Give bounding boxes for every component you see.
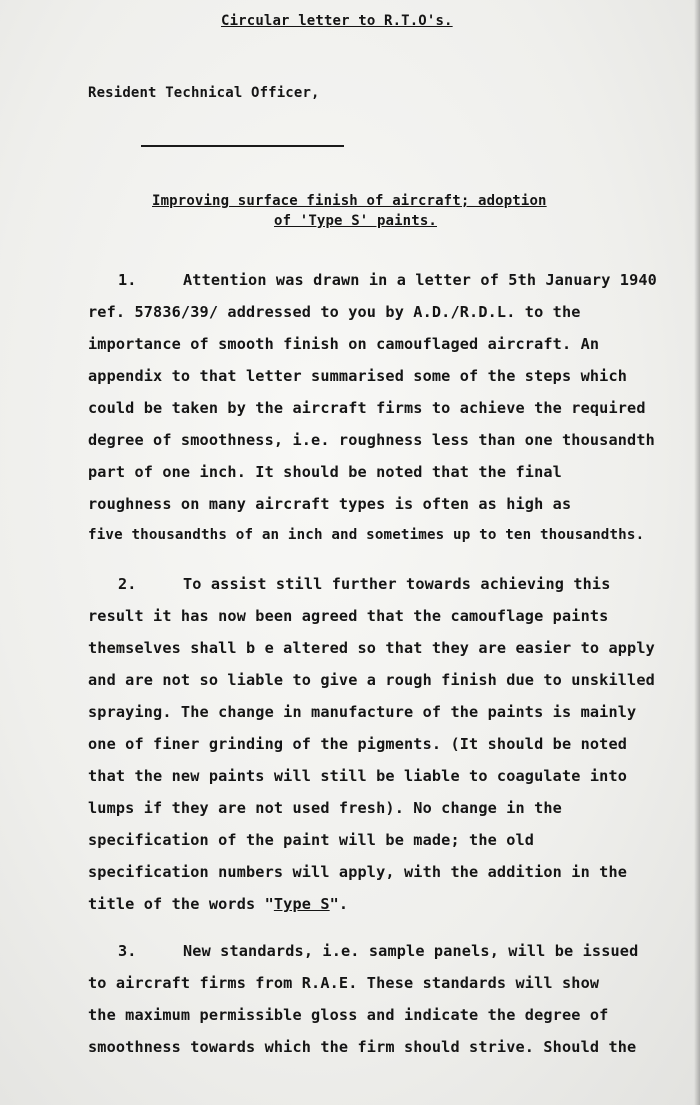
paragraph-line: part of one inch. It should be noted that the final	[88, 463, 562, 481]
document-title: Circular letter to R.T.O's.	[221, 13, 453, 29]
paragraph-line: specification numbers will apply, with the addition in the	[88, 863, 628, 881]
paragraph-line: smoothness towards which the firm should strive. Should the	[88, 1038, 637, 1056]
paragraph-line: Attention was drawn in a letter of 5th January 1940	[183, 271, 657, 289]
signature-rule	[141, 145, 344, 147]
addressee: Resident Technical Officer,	[88, 85, 320, 101]
paragraph-line: that the new paints will still be liable to coagulate into	[88, 767, 628, 785]
paragraph-line: roughness on many aircraft types is often as high as	[88, 495, 572, 513]
subject-line-2: of 'Type S' paints.	[274, 213, 437, 229]
paragraph-line: could be taken by the aircraft firms to achieve the required	[88, 399, 646, 417]
paragraph-line: one of finer grinding of the pigments. (It should be noted	[88, 735, 628, 753]
paragraph-line: New standards, i.e. sample panels, will be issued	[183, 942, 639, 960]
paragraph-line: lumps if they are not used fresh). No change in the	[88, 799, 562, 817]
paragraph-line: degree of smoothness, i.e. roughness less than one thousandth	[88, 431, 655, 449]
paragraph-line: specification of the paint will be made; the old	[88, 831, 535, 849]
paragraph-line: spraying. The change in manufacture of the paints is mainly	[88, 703, 637, 721]
paragraph-line: and are not so liable to give a rough finish due to unskilled	[88, 671, 655, 689]
type-s-underlined: Type S	[273, 895, 330, 913]
paragraph-line: to aircraft firms from R.A.E. These standards will show	[88, 974, 600, 992]
paragraph-line: themselves shall b e altered so that they are easier to apply	[88, 639, 655, 657]
paragraph-line: appendix to that letter summarised some of the steps which	[88, 367, 628, 385]
page-edge-shadow	[694, 0, 700, 1105]
paragraph-line: To assist still further towards achieving this	[183, 575, 611, 593]
subject-line-1: Improving surface finish of aircraft; adoption	[152, 193, 547, 209]
title-prefix-text: title of the words "	[88, 895, 274, 913]
paragraph-line-with-underline: title of the words "Type S".	[88, 895, 349, 913]
paragraph-number: 2.	[118, 575, 137, 593]
paragraph-line: result it has now been agreed that the camouflage paints	[88, 607, 609, 625]
paragraph-line: five thousandths of an inch and sometimes up to ten thousandths.	[88, 527, 645, 543]
paragraph-line: importance of smooth finish on camouflaged aircraft. An	[88, 335, 600, 353]
paragraph-line: the maximum permissible gloss and indicate the degree of	[88, 1006, 609, 1024]
paragraph-number: 1.	[118, 271, 137, 289]
paragraph-number: 3.	[118, 942, 137, 960]
paragraph-line: ref. 57836/39/ addressed to you by A.D./R.D.L. to the	[88, 303, 581, 321]
